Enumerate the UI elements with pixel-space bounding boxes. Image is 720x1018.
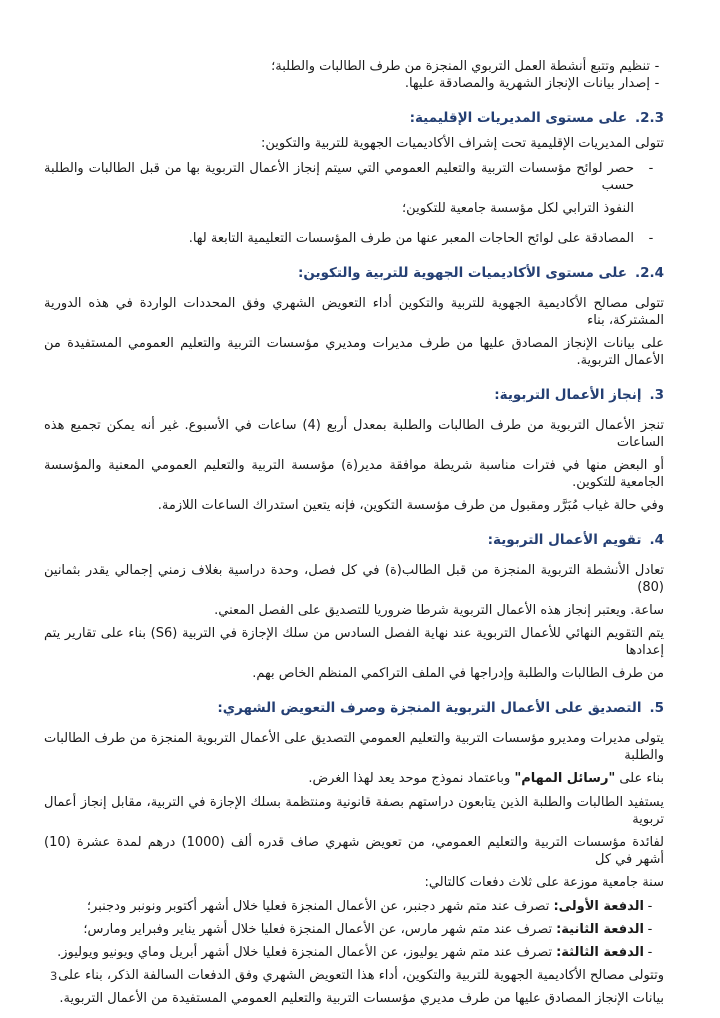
paragraph-line: يتولى مديرات ومديرو مؤسسات التربية والتعليم العمومي التصديق على الأعمال التربوية المنجزة من طرف الطالبات والطلبة (44, 731, 664, 763)
paragraph-line: سنة جامعية موزعة على ثلاث دفعات كالتالي: (424, 875, 664, 890)
paragraph-line: تتولى المديريات الإقليمية تحت إشراف الأكاديميات الجهوية للتربية والتكوين: (261, 136, 664, 151)
page-number: 3 (50, 969, 58, 983)
section-title: على مستوى المديريات الإقليمية: (409, 110, 627, 126)
dash-marker: - (648, 231, 654, 246)
paragraph-line: لفائدة مؤسسات التربية والتعليم العمومي، من تعويض شهري صاف قدره ألف (1000) درهم لمدة عشرة (10) أشهر في كل (44, 835, 664, 867)
section-heading-2-3 (44, 109, 664, 127)
payment-installment (44, 921, 664, 938)
section-title: تقويم الأعمال التربوية: (487, 532, 642, 548)
section-title: التصديق على الأعمال التربوية المنجزة وصرف التعويض الشهري: (217, 700, 642, 716)
paragraph-line: تعادل الأنشطة التربوية المنجزة من قبل الطالب(ة) في كل فصل، وحدة دراسية بغلاف زمني إجمالي يقدر بثمانين (80) (44, 563, 664, 595)
section-number: 2.3. (634, 110, 664, 126)
dash-marker: - (654, 76, 660, 91)
paragraph-line: تتولى مصالح الأكاديمية الجهوية للتربية والتكوين أداء التعويض الشهري وفق المحددات الواردة في هذه الدورية المشتركة، بناء (44, 296, 664, 328)
dash-marker: - (654, 59, 660, 74)
list-item (44, 75, 664, 92)
section-number: 2.4. (634, 265, 664, 281)
section-number: 4. (649, 532, 664, 548)
paragraph-line: بناء على "رسائل المهام" وباعتماد نموذج موحد يعد لهذا الغرض. (308, 771, 664, 786)
dash-marker: - (647, 899, 653, 914)
section-heading-3 (44, 386, 664, 404)
installment-text: تصرف عند متم شهر يوليوز، عن الأعمال المنجزة فعليا خلال أشهر أبريل وماي ويونيو ويوليوز. (57, 945, 553, 960)
list-item-text: تنظيم وتتبع أنشطة العمل التربوي المنجزة من طرف الطالبات والطلبة؛ (271, 59, 650, 74)
paragraph-line: ساعة. ويعتبر إنجاز هذه الأعمال التربوية شرطا ضروريا للتصديق على الفصل المعني. (214, 603, 664, 618)
paragraph-line: وتتولى مصالح الأكاديمية الجهوية للتربية والتكوين، أداء هذا التعويض الشهري وفق الدفعات السالفة الذكر، بناء على (58, 968, 664, 983)
section-heading-2-4 (44, 264, 664, 282)
payment-installment (44, 898, 664, 915)
mission-letters-term: "رسائل المهام" (514, 771, 616, 786)
list-item (44, 160, 664, 194)
list-item-text: المصادقة على لوائح الحاجات المعبر عنها من طرف المؤسسات التعليمية التابعة لها. (188, 231, 634, 246)
installment-text: تصرف عند متم شهر مارس، عن الأعمال المنجزة فعليا خلال أشهر يناير وفبراير ومارس؛ (83, 922, 553, 937)
list-item-continuation (44, 200, 664, 217)
section-heading-4 (44, 531, 664, 549)
paragraph-line: بيانات الإنجاز المصادق عليها من طرف مديري مؤسسات التربية والتعليم العمومي المستفيدة من الأعمال التربوية. (59, 991, 664, 1006)
installment-label: الدفعة الثانية: (556, 922, 644, 937)
section-title: إنجاز الأعمال التربوية: (494, 387, 642, 403)
paragraph-line: يستفيد الطالبات والطلبة الذين يتابعون دراستهم بصفة قانونية ومنتظمة بسلك الإجازة في التربية، مقابل إنجاز أعمال تربوية (44, 795, 664, 827)
dash-marker: - (647, 922, 653, 937)
paragraph-line: تنجز الأعمال التربوية من طرف الطالبات والطلبة بمعدل أربع (4) ساعات في الأسبوع. غير أنه يمكن تجميع هذه الساعات (44, 418, 664, 450)
section-number: 5. (649, 700, 664, 716)
installment-label: الدفعة الأولى: (553, 899, 644, 914)
list-item (44, 230, 664, 247)
dash-marker: - (647, 945, 653, 960)
section-heading-5 (44, 699, 664, 717)
list-item-text: إصدار بيانات الإنجاز الشهرية والمصادقة عليها. (404, 76, 650, 91)
list-item (44, 58, 664, 75)
installment-label: الدفعة الثالثة: (556, 945, 644, 960)
paragraph-line: يتم التقويم النهائي للأعمال التربوية عند نهاية الفصل السادس من سلك الإجازة في التربية (S6) بناء على تقارير يتم إعدادها (44, 626, 665, 658)
list-item-text: حصر لوائح مؤسسات التربية والتعليم العمومي التي سيتم إنجاز الأعمال التربوية بها من قبل الطالبات والطلبة حسب (44, 161, 634, 193)
section-number: 3. (649, 387, 664, 403)
payment-installment (44, 944, 664, 961)
paragraph-line: أو البعض منها في فترات مناسبة شريطة موافقة مدير(ة) مؤسسة التربية والتعليم العمومي المعنية والمؤسسة الجامعية للتكوين. (44, 458, 664, 490)
paragraph-line: وفي حالة غياب مُبَرَّر ومقبول من طرف مؤسسة التكوين، فإنه يتعين استدراك الساعات اللازمة. (157, 498, 664, 513)
installment-text: تصرف عند متم شهر دجنبر، عن الأعمال المنجزة فعليا خلال أشهر أكتوبر ونونبر ودجنبر؛ (86, 899, 550, 914)
paragraph-line: على بيانات الإنجاز المصادق عليها من طرف مديرات ومديري مؤسسات التربية والتعليم العمومي المستفيدة من الأعمال التربوية. (44, 336, 664, 368)
list-item-text: النفوذ الترابي لكل مؤسسة جامعية للتكوين؛ (402, 201, 634, 216)
paragraph-line: من طرف الطالبات والطلبة وإدراجها في الملف التراكمي المنظم الخاص بهم. (252, 666, 664, 681)
section-title: على مستوى الأكاديميات الجهوية للتربية والتكوين: (297, 265, 627, 281)
dash-marker: - (648, 161, 654, 176)
